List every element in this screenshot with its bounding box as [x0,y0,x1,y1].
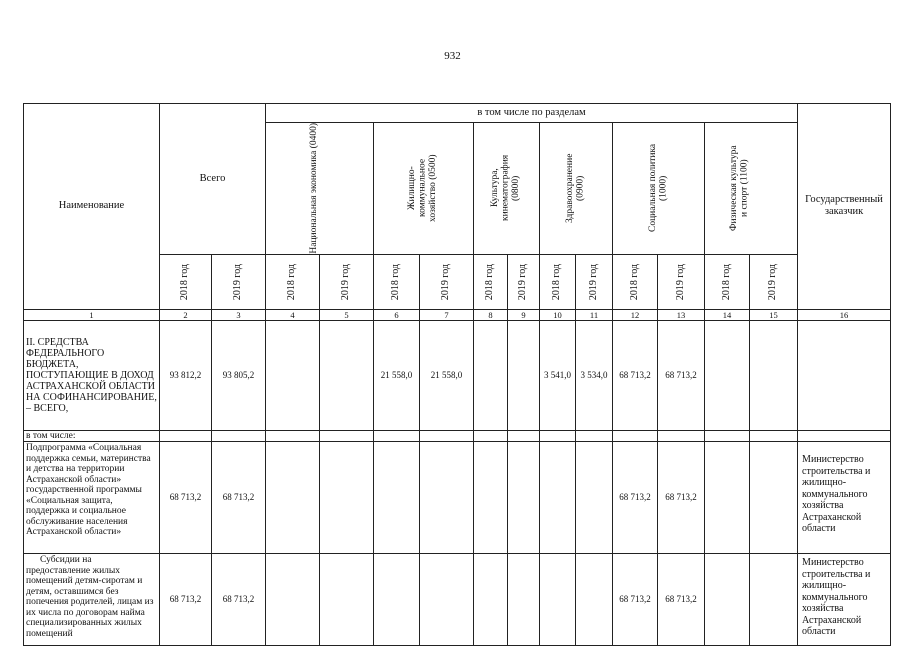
cell-value [420,554,474,646]
header-section: Здравоохранение (0900) [540,123,613,255]
cell-value [266,554,320,646]
cell-value [705,554,750,646]
cell-value [508,320,540,430]
row-customer: Министерство строительства и жилищно-коммунального хозяйства Астраханской области [798,554,891,646]
cell-value [576,554,613,646]
header-year: 2019 год [576,254,613,309]
row-name: Субсидии на предоставление жилых помещений детям-сиротам и детям, оставшимся без попечения родителей, лицам из их числа по договорам найма специализированных жилых помещений [24,554,160,646]
cell-value [374,442,420,554]
header-section: Физическая культура и спорт (1100) [705,123,798,255]
cell-value [160,430,212,442]
header-year: 2018 год [374,254,420,309]
cell-value: 68 713,2 [160,554,212,646]
cell-value [320,320,374,430]
column-number: 2 [160,309,212,320]
cell-value: 68 713,2 [613,554,658,646]
header-year: 2019 год [212,254,266,309]
header-year: 2019 год [420,254,474,309]
cell-value [658,430,705,442]
header-sections-group: в том числе по разделам [266,104,798,123]
cell-value: 68 713,2 [613,442,658,554]
cell-value [750,320,798,430]
budget-table [23,103,891,646]
header-section: Социальная политика (1000) [613,123,705,255]
table-row [24,320,891,430]
header-total: Всего [160,104,266,255]
cell-value [576,430,613,442]
column-number: 14 [705,309,750,320]
cell-value [266,320,320,430]
header-year: 2018 год [613,254,658,309]
header-section: Культура, кинематография (0800) [474,123,540,255]
column-number: 12 [613,309,658,320]
column-number: 7 [420,309,474,320]
page-number: 932 [444,50,461,62]
cell-value [320,554,374,646]
cell-value: 3 534,0 [576,320,613,430]
cell-value: 68 713,2 [613,320,658,430]
cell-value [540,554,576,646]
header-year: 2018 год [474,254,508,309]
cell-value [266,442,320,554]
cell-value [420,430,474,442]
cell-value [320,430,374,442]
table-row [24,554,891,646]
column-number: 4 [266,309,320,320]
header-customer: Государственный заказчик [798,104,891,310]
cell-value [705,320,750,430]
header-year: 2019 год [508,254,540,309]
cell-value [576,442,613,554]
header-section: Жилищно-коммунальное хозяйство (0500) [374,123,474,255]
row-name: в том числе: [24,430,160,442]
cell-value [374,554,420,646]
cell-value [420,442,474,554]
cell-value [613,430,658,442]
column-number: 11 [576,309,613,320]
cell-value [508,442,540,554]
cell-value [212,430,266,442]
cell-value: 3 541,0 [540,320,576,430]
cell-value: 93 812,2 [160,320,212,430]
row-name: II. СРЕДСТВА ФЕДЕРАЛЬНОГО БЮДЖЕТА, ПОСТУПАЮЩИЕ В ДОХОД АСТРАХАНСКОЙ ОБЛАСТИ НА СОФИНАНСИРОВАНИЕ, – ВСЕГО, [24,320,160,430]
cell-value [474,554,508,646]
row-customer [798,430,891,442]
cell-value [540,430,576,442]
column-number: 5 [320,309,374,320]
cell-value [508,430,540,442]
header-year: 2018 год [266,254,320,309]
cell-value [508,554,540,646]
column-number: 8 [474,309,508,320]
header-year: 2018 год [705,254,750,309]
cell-value: 21 558,0 [420,320,474,430]
column-number-row [24,309,891,320]
column-number: 15 [750,309,798,320]
header-year: 2019 год [750,254,798,309]
cell-value [320,442,374,554]
cell-value [474,430,508,442]
cell-value [474,442,508,554]
cell-value: 93 805,2 [212,320,266,430]
column-number: 16 [798,309,891,320]
column-number: 3 [212,309,266,320]
cell-value: 68 713,2 [212,442,266,554]
table-row [24,442,891,554]
row-customer [798,320,891,430]
header-section: Национальная экономика (0400) [266,123,374,255]
cell-value: 21 558,0 [374,320,420,430]
cell-value [705,430,750,442]
header-year: 2018 год [160,254,212,309]
cell-value [750,430,798,442]
row-customer: Министерство строительства и жилищно-коммунального хозяйства Астраханской области [798,442,891,554]
cell-value: 68 713,2 [212,554,266,646]
header-year: 2019 год [320,254,374,309]
table-row [24,430,891,442]
column-number: 13 [658,309,705,320]
cell-value: 68 713,2 [160,442,212,554]
cell-value: 68 713,2 [658,442,705,554]
column-number: 10 [540,309,576,320]
cell-value [374,430,420,442]
cell-value [705,442,750,554]
column-number: 6 [374,309,420,320]
cell-value: 68 713,2 [658,320,705,430]
cell-value [750,442,798,554]
column-number: 9 [508,309,540,320]
cell-value [540,442,576,554]
cell-value [474,320,508,430]
header-year: 2019 год [658,254,705,309]
header-name: Наименование [24,104,160,310]
header-year: 2018 год [540,254,576,309]
column-number: 1 [24,309,160,320]
cell-value [750,554,798,646]
cell-value [266,430,320,442]
cell-value: 68 713,2 [658,554,705,646]
row-name: Подпрограмма «Социальная поддержка семьи, материнства и детства на территории Астраханской области» государственной программы «Социальная защита, поддержка и социальное обслуживание населения Астраханской области» [24,442,160,554]
